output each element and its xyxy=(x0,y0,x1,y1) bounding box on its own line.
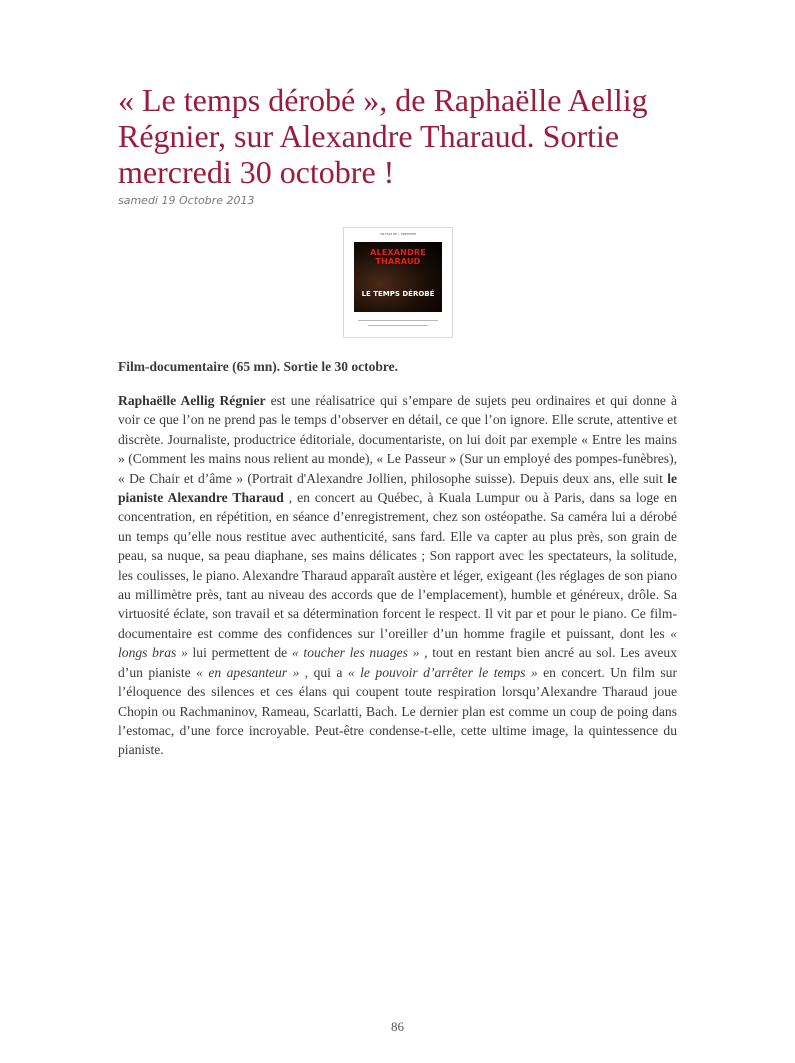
body-text: est une réalisatrice qui s’empare de sujets peu ordinaires et qui donne à voir ce que l’on ne prend pas le temps d’observer en détail, ce que l’on ignore. Elle scrute, attentive et discrète. Journaliste, productrice éditoriale, documentariste, on lui doit par exemple « Entre les mains » (Comment les mains nous relient au monde), « Le Passeur » (Sur un employé des pompes-funèbres), « De Chair et d’âme » (Portrait d'Alexandre Jollien, philosophe suisse). Depuis deux ans, elle suit xyxy=(118,393,677,486)
quote-italic: « longs bras » xyxy=(118,625,677,661)
body-text: , en concert au Québec, à Kuala Lumpur ou à Paris, dans sa loge en concentration, en répétition, en séance d’enregistrement, chez son ostéopathe. Sa caméra lui a dérobé un temps qu’elle nous restitue avec authenticité, sans fard. Elle va capter au plus près, son grain de peau, sa nuque, sa peau diaphane, ses mains délicates ; Son rapport avec les spectateurs, la solitude, les coulisses, le piano. Alexandre Tharaud apparaît austère et léger, exigeant (les réglages de son piano au millimètre près, tant au niveau des accords que de l’emplacement), humble et généreux, drôle. Sa virtuosité éclate, son travail et sa détermination forcent le respect. Il vit par et pour le piano. Ce film-documentaire est comme des confidences sur l’oreiller d’un homme fragile et puissant, dont les xyxy=(118,490,677,641)
poster-top-text: UN FILM DE • PRÉSENTE xyxy=(379,232,417,236)
poster-film-title: LE TEMPS DÉROBÉ xyxy=(361,290,435,298)
poster-credits-line xyxy=(358,320,438,321)
article-date: samedi 19 Octobre 2013 xyxy=(118,194,255,207)
film-poster-image xyxy=(343,227,453,338)
poster-credits-line xyxy=(368,325,428,326)
body-text: lui permettent de xyxy=(187,645,292,661)
body-text: en concert. Un film sur l’éloquence des silences et ces élans qui coupent toute respiration lorsqu’Alexandre Tharaud joue Chopin ou Rachmaninov, Rameau, Scarlatti, Bach. Le dernier plan est comme un coup de poing dans l’estomac, d’une force incroyable. Peut-être condense-t-elle, cette ultime image, la quintessence du pianiste. xyxy=(118,664,678,758)
quote-italic: « le pouvoir d’arrêter le temps » xyxy=(347,664,538,680)
poster-artist-name: ALEXANDRE THARAUD xyxy=(370,248,426,266)
article-title: « Le temps dérobé », de Raphaëlle Aellig Régnier, sur Alexandre Tharaud. Sortie mercredi 30 octobre ! xyxy=(118,82,648,190)
quote-italic: « en apesanteur » xyxy=(196,664,300,680)
page-number: 86 xyxy=(391,1019,404,1034)
quote-italic: « toucher les nuages » xyxy=(291,645,420,661)
poster-photo xyxy=(354,242,442,312)
body-text: , qui a xyxy=(299,664,348,680)
article-body xyxy=(118,391,677,760)
body-text: , tout en restant bien ancré au sol. Les aveux d’un pianiste xyxy=(118,645,677,680)
director-name: Raphaëlle Aellig Régnier xyxy=(118,393,266,408)
article-subtitle: Film-documentaire (65 mn). Sortie le 30 octobre. xyxy=(118,359,398,374)
pianist-name: le pianiste Alexandre Tharaud xyxy=(118,470,677,506)
